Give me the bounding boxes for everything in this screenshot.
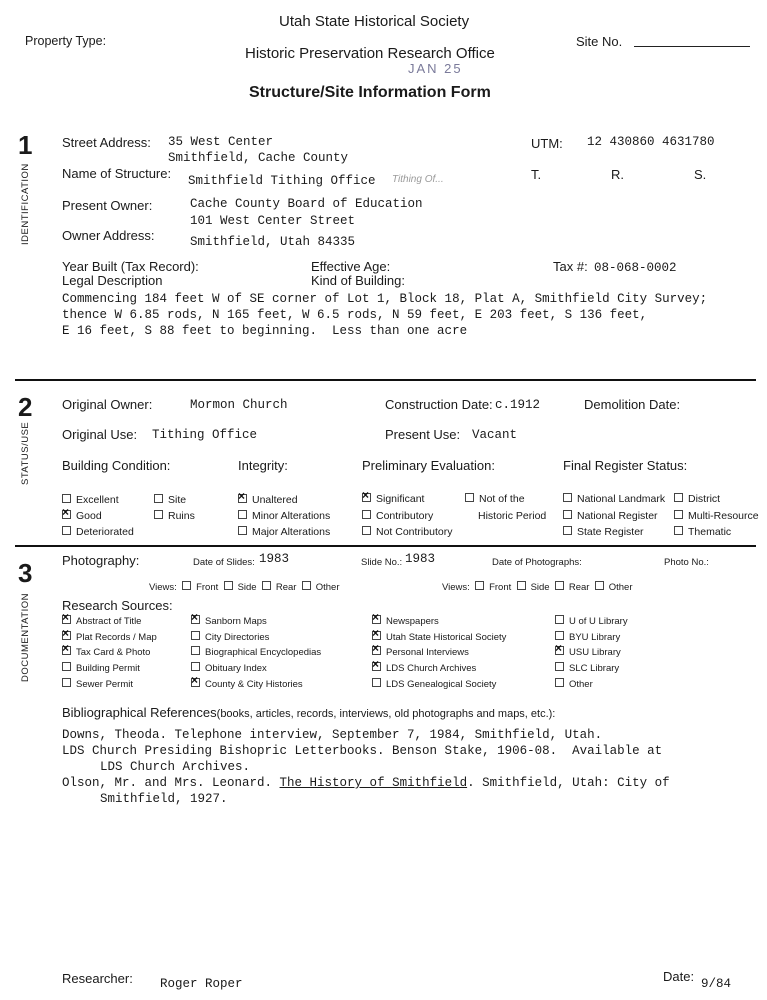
- checkbox-unaltered[interactable]: ×Unaltered: [238, 494, 298, 506]
- source-byu-library[interactable]: BYU Library: [555, 631, 620, 643]
- present-use-label: Present Use:: [385, 427, 461, 442]
- source-lds-genealogical-society[interactable]: LDS Genealogical Society: [372, 678, 496, 690]
- section-3-number: 3: [18, 558, 33, 588]
- property-type-label: Property Type:: [25, 34, 107, 48]
- source-plat-records[interactable]: ×Plat Records / Map: [62, 631, 157, 643]
- name-of-structure-label: Name of Structure:: [62, 166, 172, 181]
- photography-label: Photography:: [62, 553, 140, 568]
- date-of-slides-value: 1983: [259, 552, 290, 566]
- source-abstract-of-title[interactable]: ×Abstract of Title: [62, 615, 141, 627]
- source-other[interactable]: Other: [555, 678, 593, 690]
- effective-age-label: Effective Age:: [311, 259, 391, 274]
- legal-description-line: E 16 feet, S 88 feet to beginning. Less than one acre: [62, 324, 468, 338]
- date-label: Date:: [663, 969, 695, 984]
- present-owner-value: Cache County Board of Education: [190, 197, 423, 211]
- source-lds-church-archives[interactable]: ×LDS Church Archives: [372, 662, 476, 674]
- reference-line: LDS Church Presiding Bishopric Letterbooks. Benson Stake, 1906-08. Available at: [62, 744, 663, 758]
- original-use-value: Tithing Office: [152, 428, 258, 442]
- checkbox-ruins[interactable]: Ruins: [154, 510, 195, 522]
- source-slc-library[interactable]: SLC Library: [555, 662, 619, 674]
- utm-value: 12 430860 4631780: [587, 135, 715, 149]
- reference-line: Smithfield, 1927.: [100, 792, 228, 806]
- researcher-value: Roger Roper: [160, 977, 243, 991]
- office-name: Historic Preservation Research Office: [245, 45, 495, 62]
- reference-title: The History of Smithfield: [279, 776, 468, 790]
- received-stamp: JAN 25: [408, 61, 463, 76]
- reference-line: Olson, Mr. and Mrs. Leonard. The History of Smithfield. Smithfield, Utah: City of: [62, 776, 670, 790]
- year-built-label: Year Built (Tax Record):: [62, 259, 199, 274]
- checkbox-national-landmark[interactable]: National Landmark: [563, 493, 665, 505]
- checkbox-good[interactable]: ×Good: [62, 510, 102, 522]
- site-no-label: Site No.: [576, 34, 623, 49]
- bibliographical-references-label: Bibliographical References: [62, 705, 217, 720]
- checkbox-excellent[interactable]: Excellent: [62, 494, 119, 506]
- source-city-directories[interactable]: City Directories: [191, 631, 269, 643]
- original-use-label: Original Use:: [62, 427, 138, 442]
- checkbox-significant[interactable]: ×Significant: [362, 493, 424, 505]
- handwritten-note: Tithing Of...: [392, 174, 444, 185]
- tax-number-value: 08-068-0002: [594, 261, 677, 275]
- source-sanborn-maps[interactable]: ×Sanborn Maps: [191, 615, 267, 627]
- construction-date-label: Construction Date:: [385, 397, 493, 412]
- street-address-label: Street Address:: [62, 135, 151, 150]
- section-1-number: 1: [18, 130, 33, 160]
- section-divider: [15, 545, 756, 547]
- section-2-number: 2: [18, 392, 33, 422]
- date-value: 9/84: [701, 977, 732, 991]
- org-name: Utah State Historical Society: [279, 13, 470, 30]
- source-building-permit[interactable]: Building Permit: [62, 662, 140, 674]
- name-of-structure-value: Smithfield Tithing Office: [188, 174, 376, 188]
- photo-no-label: Photo No.:: [664, 557, 709, 568]
- legal-description-line: thence W 6.85 rods, N 165 feet, W 6.5 rods, N 59 feet, E 203 feet, S 136 feet,: [62, 308, 648, 322]
- historic-period-label: Historic Period: [478, 510, 547, 522]
- slides-view-front[interactable]: Front: [179, 582, 218, 593]
- owner-address-line2: Smithfield, Utah 84335: [190, 235, 356, 249]
- street-address-line2: Smithfield, Cache County: [168, 151, 349, 165]
- checkbox-contributory[interactable]: Contributory: [362, 510, 433, 522]
- utm-label: UTM:: [531, 136, 563, 151]
- date-of-slides-label: Date of Slides:: [193, 557, 255, 568]
- owner-address-line1: 101 West Center Street: [190, 214, 356, 228]
- checkbox-national-register[interactable]: National Register: [563, 510, 658, 522]
- section-1-side-label: IDENTIFICATION: [20, 163, 31, 245]
- present-use-value: Vacant: [472, 428, 518, 442]
- original-owner-value: Mormon Church: [190, 398, 288, 412]
- s-label: S.: [694, 167, 707, 182]
- source-utah-state-historical-society[interactable]: ×Utah State Historical Society: [372, 631, 506, 643]
- photos-view-front[interactable]: Front: [472, 582, 511, 593]
- integrity-label: Integrity:: [238, 458, 288, 473]
- source-personal-interviews[interactable]: ×Personal Interviews: [372, 646, 469, 658]
- checkbox-deteriorated[interactable]: Deteriorated: [62, 526, 134, 538]
- section-divider: [15, 379, 756, 381]
- slide-no-value: 1983: [405, 552, 436, 566]
- photos-view-side[interactable]: Side: [514, 582, 550, 593]
- photos-views: Views: Front Side Rear Other: [442, 582, 633, 593]
- source-usu-library[interactable]: ×USU Library: [555, 646, 621, 658]
- original-owner-label: Original Owner:: [62, 397, 153, 412]
- r-label: R.: [611, 167, 624, 182]
- source-biographical-encyclopedias[interactable]: Biographical Encyclopedias: [191, 646, 321, 658]
- slides-view-other[interactable]: Other: [299, 582, 339, 593]
- tax-number-label: Tax #:: [553, 259, 588, 274]
- section-2-side-label: STATUS/USE: [20, 421, 31, 485]
- legal-description-line: Commencing 184 feet W of SE corner of Lot 1, Block 18, Plat A, Smithfield City Survey;: [62, 292, 708, 306]
- street-address-line1: 35 West Center: [168, 135, 274, 149]
- present-owner-label: Present Owner:: [62, 198, 153, 213]
- checkbox-major-alterations[interactable]: Major Alterations: [238, 526, 330, 538]
- date-of-photographs-label: Date of Photographs:: [492, 557, 582, 568]
- research-sources-label: Research Sources:: [62, 598, 173, 613]
- slide-no-label: Slide No.:: [361, 557, 403, 568]
- reference-line: Downs, Theoda. Telephone interview, September 7, 1984, Smithfield, Utah.: [62, 728, 603, 742]
- source-sewer-permit[interactable]: Sewer Permit: [62, 678, 133, 690]
- photos-view-rear[interactable]: Rear: [552, 582, 589, 593]
- source-newspapers[interactable]: ×Newspapers: [372, 615, 439, 627]
- checkbox-not-contributory[interactable]: Not Contributory: [362, 526, 452, 538]
- checkbox-district[interactable]: District: [674, 493, 720, 505]
- t-label: T.: [531, 167, 542, 182]
- source-tax-card[interactable]: ×Tax Card & Photo: [62, 646, 150, 658]
- site-no-line: [634, 46, 750, 47]
- section-3-side-label: DOCUMENTATION: [20, 592, 31, 682]
- reference-line: LDS Church Archives.: [100, 760, 251, 774]
- bibliographical-references-header: [62, 704, 555, 722]
- source-u-of-u-library[interactable]: U of U Library: [555, 615, 628, 627]
- legal-description-label: Legal Description: [62, 273, 163, 288]
- checkbox-site[interactable]: Site: [154, 494, 186, 506]
- construction-date-value: c.1912: [495, 398, 541, 412]
- checkbox-thematic[interactable]: Thematic: [674, 526, 731, 538]
- kind-of-building-label: Kind of Building:: [311, 273, 405, 288]
- slides-view-side[interactable]: Side: [221, 582, 257, 593]
- final-register-status-label: Final Register Status:: [563, 458, 688, 473]
- demolition-date-label: Demolition Date:: [584, 397, 681, 412]
- checkbox-state-register[interactable]: State Register: [563, 526, 644, 538]
- slides-view-rear[interactable]: Rear: [259, 582, 296, 593]
- preliminary-evaluation-label: Preliminary Evaluation:: [362, 458, 495, 473]
- form-title: Structure/Site Information Form: [249, 84, 491, 101]
- owner-address-label: Owner Address:: [62, 228, 155, 243]
- source-county-city-histories[interactable]: ×County & City Histories: [191, 678, 303, 690]
- photos-view-other[interactable]: Other: [592, 582, 632, 593]
- checkbox-multi-resource[interactable]: Multi-Resource: [674, 510, 759, 522]
- bibliographical-references-note: (books, articles, records, interviews, old photographs and maps, etc.):: [216, 708, 556, 720]
- source-obituary-index[interactable]: Obituary Index: [191, 662, 267, 674]
- building-condition-label: Building Condition:: [62, 458, 171, 473]
- researcher-label: Researcher:: [62, 971, 133, 986]
- checkbox-minor-alterations[interactable]: Minor Alterations: [238, 510, 330, 522]
- checkbox-not-of-historic-period[interactable]: Not of the: [465, 493, 525, 505]
- slides-views: Views: Front Side Rear Other: [149, 582, 340, 593]
